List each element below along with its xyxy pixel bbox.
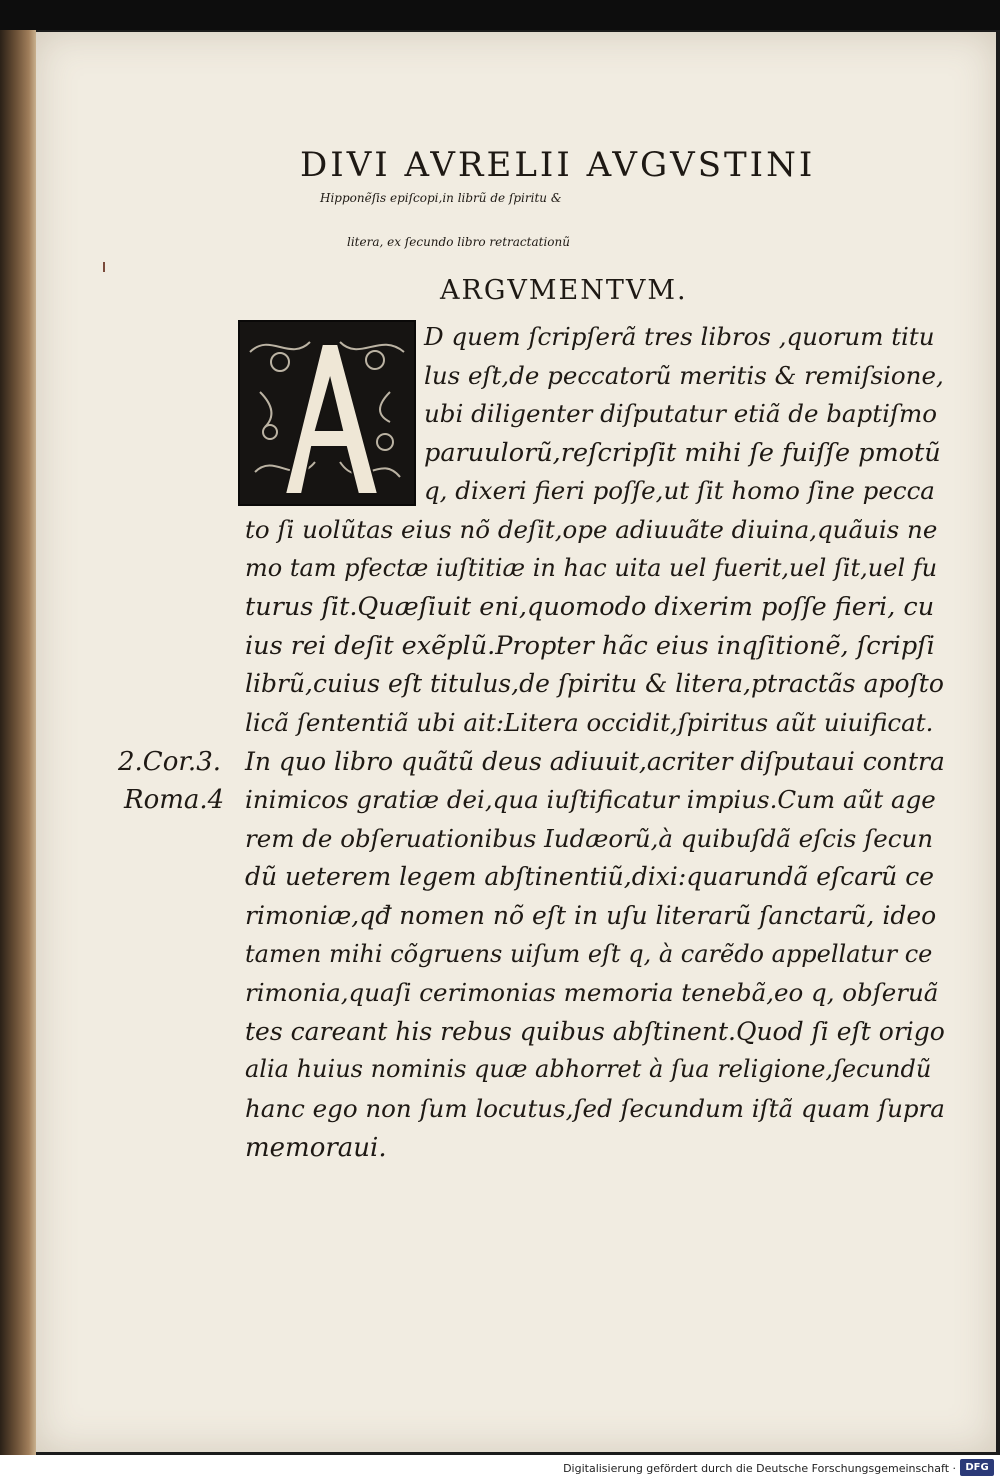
body-line: tes careant his rebus quibus abſtinent.Quod ſi eſt origo <box>245 1016 945 1046</box>
body-line: ius rei deſit exẽplũ.Propter hãc eius inqſitionẽ, ſcripſi <box>245 630 935 661</box>
body-line: turus ſit.Quæſiuit eni,quomodo dixerim poſſe fieri, cu <box>245 592 935 623</box>
body-line: to ſi uolũtas eius nõ deſit,ope adiuuãte diuina,quãuis ne <box>245 515 938 544</box>
body-line: paruulorũ,reſcripſit mihi ſe fuiſſe pmotũ <box>424 437 941 468</box>
title-line-4: ARGVMENTVM. <box>440 275 688 306</box>
dfg-logo: DFG <box>960 1459 994 1476</box>
body-line: tamen mihi cõgruens uiſum eſt q, à carẽdo appellatur ce <box>245 939 933 968</box>
body-line: memoraui. <box>245 1132 387 1163</box>
body-line: dũ ueterem legem abſtinentiũ,dixi:quarundã eſcarũ ce <box>245 862 935 892</box>
body-line: ubi diligenter diſputatur etiã de baptiſmo <box>424 399 937 429</box>
scan-mark <box>103 262 105 272</box>
book-spine-edge <box>0 30 36 1455</box>
body-line: rem de obſeruationibus Iudæorũ,à quibuſdã eſcis ſecun <box>245 823 933 853</box>
margin-note-roma: Roma.4 <box>124 785 225 815</box>
body-line: hanc ego non ſum locutus,ſed ſecundum iſtã quam ſupra <box>245 1094 945 1123</box>
title-line-1: DIVI AVRELII AVGVSTINI <box>300 145 816 185</box>
decorated-initial-letter <box>238 320 416 506</box>
scan-top-border <box>0 0 1000 30</box>
body-line: inimicos gratiæ dei,qua iuſtificatur impius.Cum aũt age <box>245 785 936 815</box>
body-line: lus eſt,de peccatorũ meritis & remiſsione, <box>424 360 944 390</box>
ornament-icon <box>240 322 414 504</box>
body-line: q, dixeri fieri poſſe,ut ſit homo ſine pecca <box>424 476 935 506</box>
footer-credit: Digitalisierung gefördert durch die Deutsche Forschungsgemeinschaft · <box>563 1462 956 1475</box>
body-line: mo tam pfectæ iuſtitiæ in hac uita uel fuerit,uel ſit,uel fu <box>245 553 938 582</box>
title-line-2: Hipponẽſis epiſcopi,in librũ de ſpiritu & <box>320 191 562 205</box>
body-line: rimonia,quaſi cerimonias memoria tenebã,eo q, obſeruã <box>245 978 939 1008</box>
body-line: licã ſententiã ubi ait:Litera occidit,ſpiritus aũt uiuificat. <box>245 708 934 737</box>
body-line: In quo libro quãtũ deus adiuuit,acriter diſputaui contra <box>245 746 945 776</box>
body-line: D quem ſcripſerã tres libros ,quorum titu <box>424 322 935 351</box>
margin-note-cor: 2.Cor.3. <box>118 747 221 777</box>
body-line: librũ,cuius eſt titulus,de ſpiritu & litera,ptractãs apoſto <box>245 669 944 699</box>
body-line: alia huius nominis quæ abhorret à ſua religione,ſecundũ <box>245 1055 932 1084</box>
title-line-3: litera, ex ſecundo libro retractationũ <box>347 235 570 249</box>
body-line: rimoniæ,qđ nomen nõ eſt in uſu literarũ ſanctarũ, ideo <box>245 901 937 930</box>
